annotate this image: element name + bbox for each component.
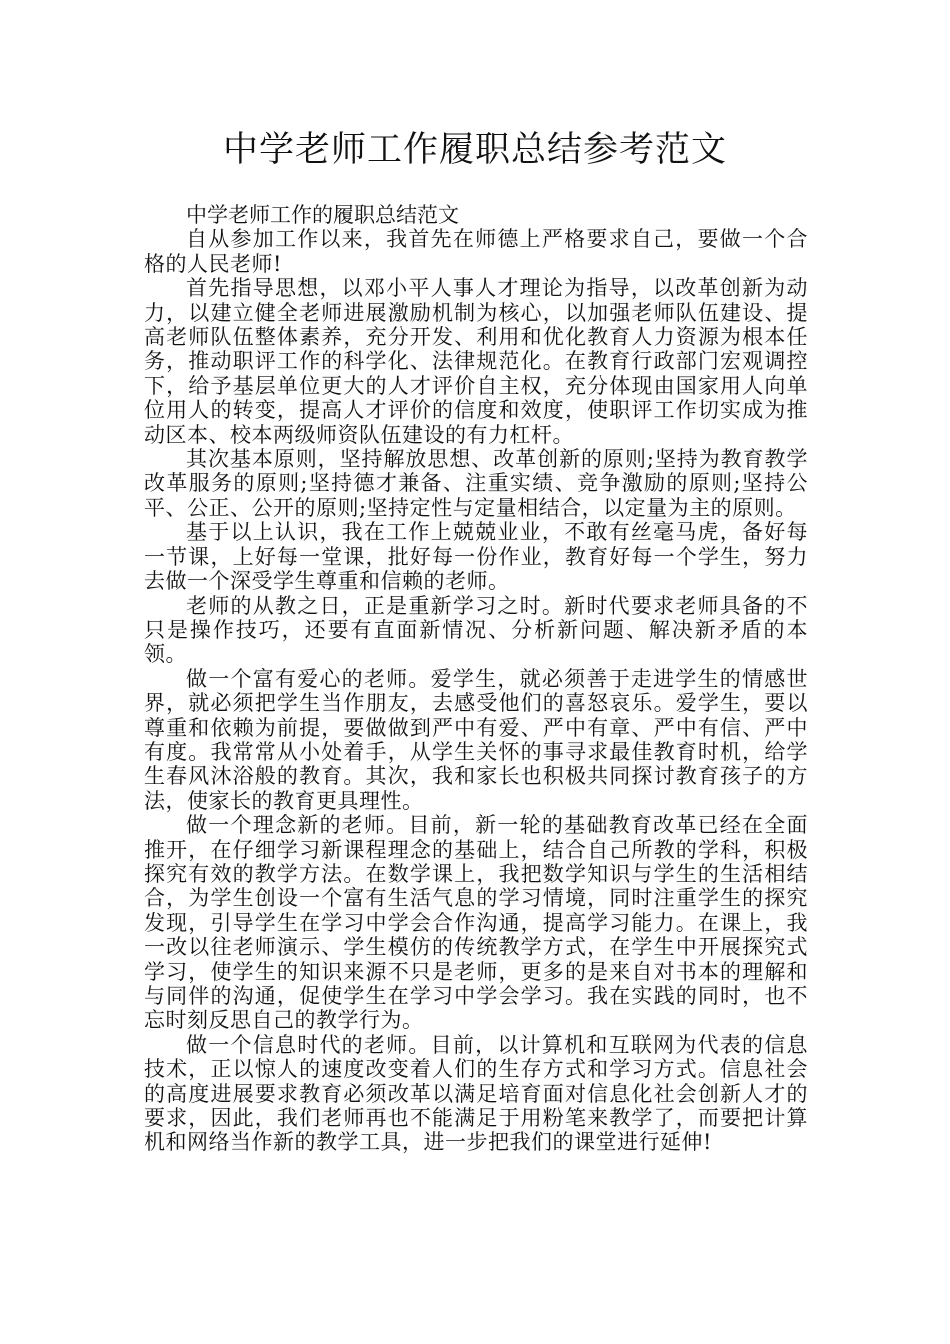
paragraph: 首先指导思想，以邓小平人事人才理论为指导，以改革创新为动力，以建立健全老师进展激励机制为核心，以加强老师队伍建设、提高老师队伍整体素养，充分开发、利用和优化教育人力资源为根本任务，推动职评工作的科学化、法律规范化。在教育行政部门宏观调控下，给予基层单位更大的人才评价自主权，充分体现由国家用人向单位用人的转变，提高人才评价的信度和效度，使职评工作切实成为推动区本、校本两级师资队伍建设的有力杠杆。 [144, 276, 808, 447]
paragraph: 做一个富有爱心的老师。爱学生，就必须善于走进学生的情感世界，就必须把学生当作朋友，去感受他们的喜怒哀乐。爱学生，要以尊重和依赖为前提，要做做到严中有爱、严中有章、严中有信、严中有度。我常常从小处着手，从学生关怀的事寻求最佳教育时机，给学生春风沐浴般的教育。其次，我和家长也积极共同探讨教育孩子的方法，使家长的教育更具理性。 [144, 666, 808, 813]
paragraph: 其次基本原则，坚持解放思想、改革创新的原则;坚持为教育教学改革服务的原则;坚持德才兼备、注重实绩、竞争激励的原则;坚持公平、公正、公开的原则;坚持定性与定量相结合，以定量为主的原则。 [144, 447, 808, 520]
paragraph: 做一个信息时代的老师。目前，以计算机和互联网为代表的信息技术，正以惊人的速度改变着人们的生存方式和学习方式。信息社会的高度进展要求教育必须改革以满足培育面对信息化社会创新人才的要求，因此，我们老师再也不能满足于用粉笔来教学了，而要把计算机和网络当作新的教学工具，进一步把我们的课堂进行延伸! [144, 1032, 808, 1155]
paragraph: 老师的从教之日，正是重新学习之时。新时代要求老师具备的不只是操作技巧，还要有直面新情况、分析新问题、解决新矛盾的本领。 [144, 593, 808, 667]
document-title: 中学老师工作履职总结参考范文 [222, 130, 727, 170]
paragraph: 自从参加工作以来，我首先在师德上严格要求自己，要做一个合格的人民老师! [144, 227, 808, 276]
paragraph: 基于以上认识，我在工作上兢兢业业，不敢有丝毫马虎，备好每一节课，上好每一堂课，批好每一份作业，教育好每一个学生，努力去做一个深受学生尊重和信赖的老师。 [144, 520, 808, 594]
paragraph: 做一个理念新的老师。目前，新一轮的基础教育改革已经在全面推开，在仔细学习新课程理念的基础上，结合自己所教的学科，积极探究有效的教学方法。在数学课上，我把数学知识与学生的生活相结合，为学生创设一个富有生活气息的学习情境，同时注重学生的探究发现，引导学生在学习中学会合作沟通，提高学习能力。在课上，我一改以往老师演示、学生模仿的传统教学方式，在学生中开展探究式学习，使学生的知识来源不只是老师，更多的是来自对书本的理解和与同伴的沟通，促使学生在学习中学会学习。我在实践的同时，也不忘时刻反思自己的教学行为。 [144, 813, 808, 1033]
document-body [144, 203, 808, 1155]
document-subtitle: 中学老师工作的履职总结范文 [186, 203, 459, 227]
